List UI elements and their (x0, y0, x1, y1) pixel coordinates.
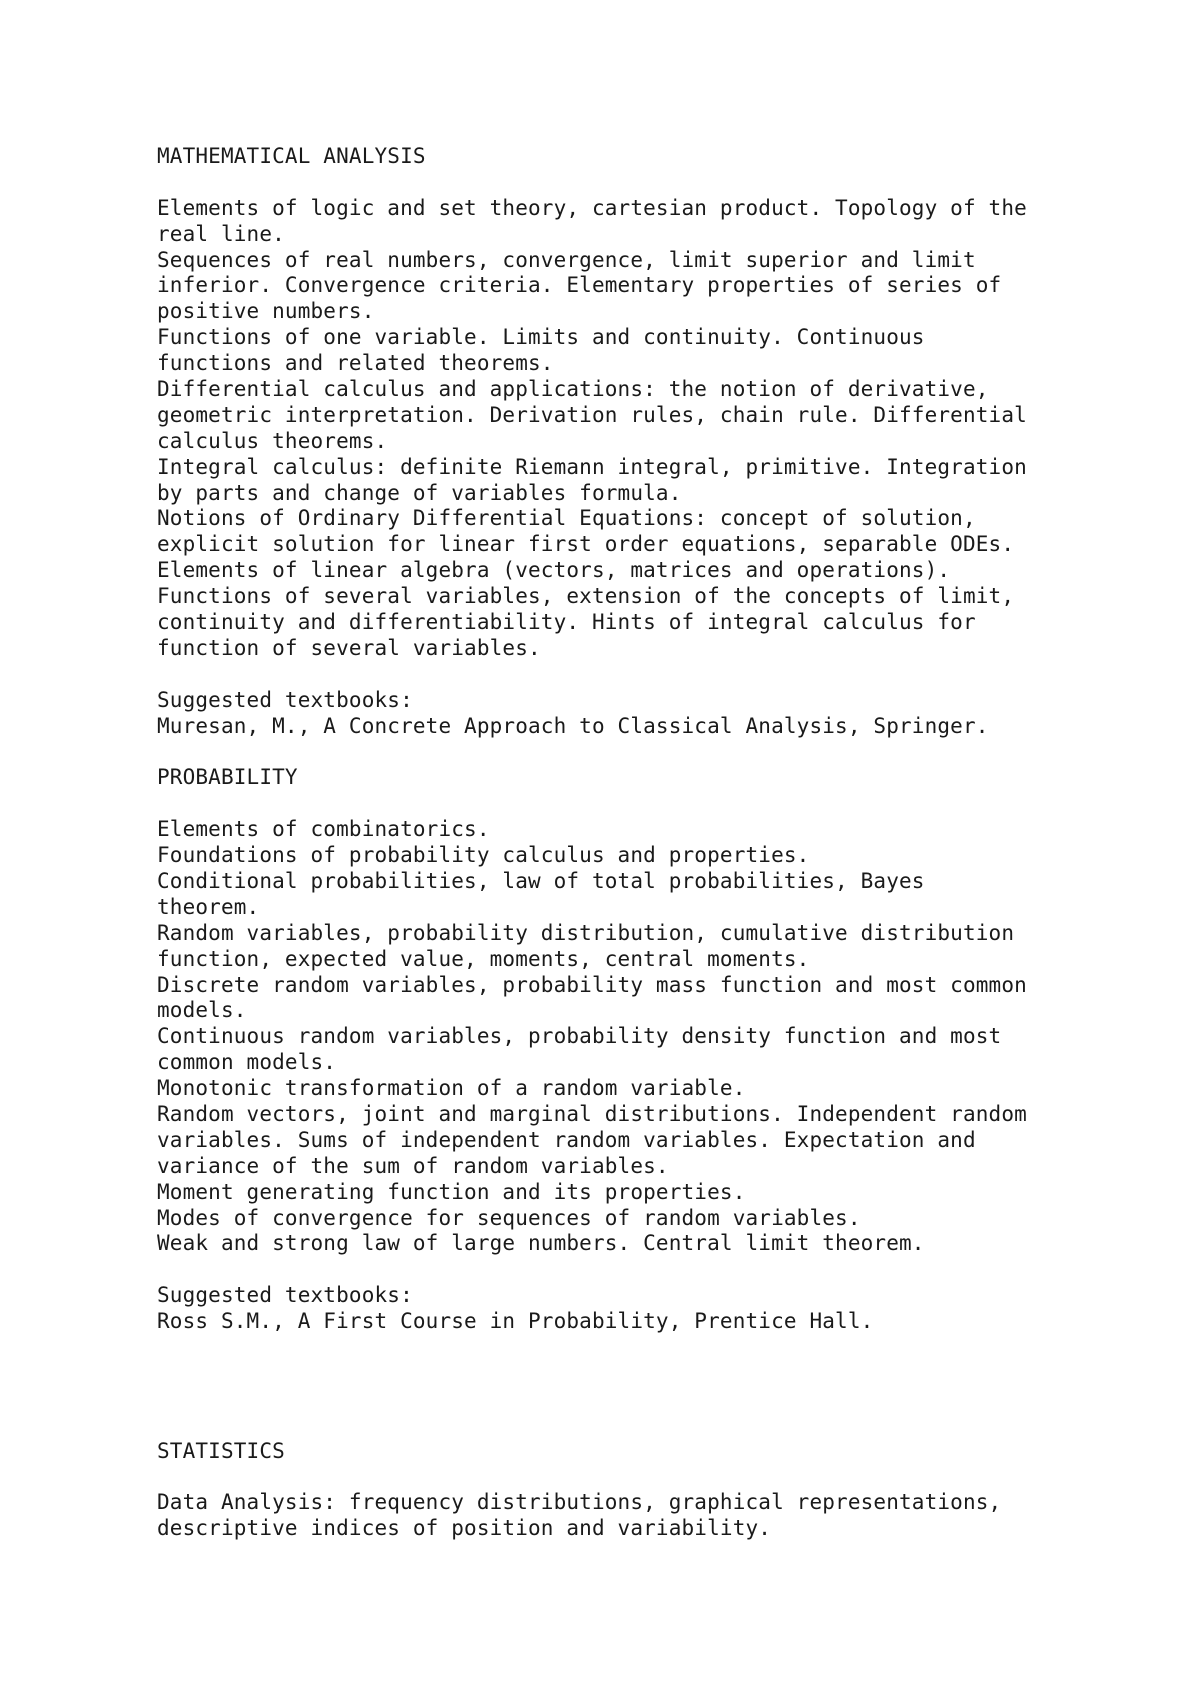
topic-line: Foundations of probability calculus and properties. (157, 843, 810, 868)
topic-line: Functions of several variables, extension of the concepts of limit, (157, 584, 1015, 609)
section-probability (157, 765, 1117, 1335)
section-statistics (157, 1439, 1117, 1543)
topic-line: descriptive indices of position and variability. (157, 1516, 772, 1541)
topic-line: Notions of Ordinary Differential Equations: concept of solution, (157, 506, 976, 531)
topic-line: theorem. (157, 894, 260, 919)
topic-line: Sequences of real numbers, convergence, limit superior and limit (157, 247, 976, 272)
topic-line: Data Analysis: frequency distributions, graphical representations, (157, 1490, 1002, 1515)
topic-line: Elements of linear algebra (vectors, matrices and operations). (157, 558, 951, 583)
topic-line: Differential calculus and applications: the notion of derivative, (157, 377, 989, 402)
topic-line: inferior. Convergence criteria. Elementary properties of series of (157, 273, 1002, 298)
topic-line: variance of the sum of random variables. (157, 1153, 669, 1178)
topic-line: Continuous random variables, probability density function and most (157, 1024, 1002, 1049)
topic-line: geometric interpretation. Derivation rules, chain rule. Differential (157, 402, 1027, 427)
topic-list (157, 817, 1117, 1257)
textbooks-label: Suggested textbooks: (157, 687, 413, 712)
topic-line: Integral calculus: definite Riemann integral, primitive. Integration (157, 454, 1027, 479)
topic-line: common models. (157, 1050, 337, 1075)
topic-line: Random variables, probability distribution, cumulative distribution (157, 920, 1015, 945)
topic-line: positive numbers. (157, 299, 375, 324)
section-title: PROBABILITY (157, 765, 298, 790)
topic-line: Monotonic transformation of a random variable. (157, 1076, 746, 1101)
topic-line: Discrete random variables, probability mass function and most common (157, 972, 1027, 997)
document-page (157, 144, 1117, 1542)
topic-line: function, expected value, moments, central moments. (157, 946, 810, 971)
topic-line: Modes of convergence for sequences of random variables. (157, 1205, 861, 1230)
topic-line: by parts and change of variables formula. (157, 480, 682, 505)
topic-line: Functions of one variable. Limits and continuity. Continuous (157, 325, 925, 350)
section-mathematical-analysis (157, 144, 1117, 739)
topic-line: calculus theorems. (157, 428, 388, 453)
topic-line: Weak and strong law of large numbers. Central limit theorem. (157, 1231, 925, 1256)
topic-line: variables. Sums of independent random variables. Expectation and (157, 1127, 976, 1152)
section-title: MATHEMATICAL ANALYSIS (157, 144, 426, 168)
textbook-reference: Ross S.M., A First Course in Probability, Prentice Hall. (157, 1309, 874, 1334)
topic-line: models. (157, 998, 247, 1023)
section-title: STATISTICS (157, 1438, 285, 1463)
topic-list (157, 1490, 1117, 1542)
topic-line: functions and related theorems. (157, 351, 554, 376)
topic-line: Moment generating function and its properties. (157, 1179, 746, 1204)
topic-line: function of several variables. (157, 635, 541, 660)
topic-line: Elements of logic and set theory, cartesian product. Topology of the (157, 195, 1027, 220)
topic-line: Elements of combinatorics. (157, 817, 490, 842)
topic-line: Random vectors, joint and marginal distributions. Independent random (157, 1101, 1027, 1126)
topic-line: Conditional probabilities, law of total probabilities, Bayes (157, 868, 925, 893)
textbooks-label: Suggested textbooks: (157, 1283, 413, 1308)
topic-list (157, 196, 1117, 662)
topic-line: continuity and differentiability. Hints of integral calculus for (157, 610, 976, 635)
topic-line: explicit solution for linear first order equations, separable ODEs. (157, 532, 1015, 557)
textbook-reference: Muresan, M., A Concrete Approach to Classical Analysis, Springer. (157, 713, 989, 738)
topic-line: real line. (157, 221, 285, 246)
